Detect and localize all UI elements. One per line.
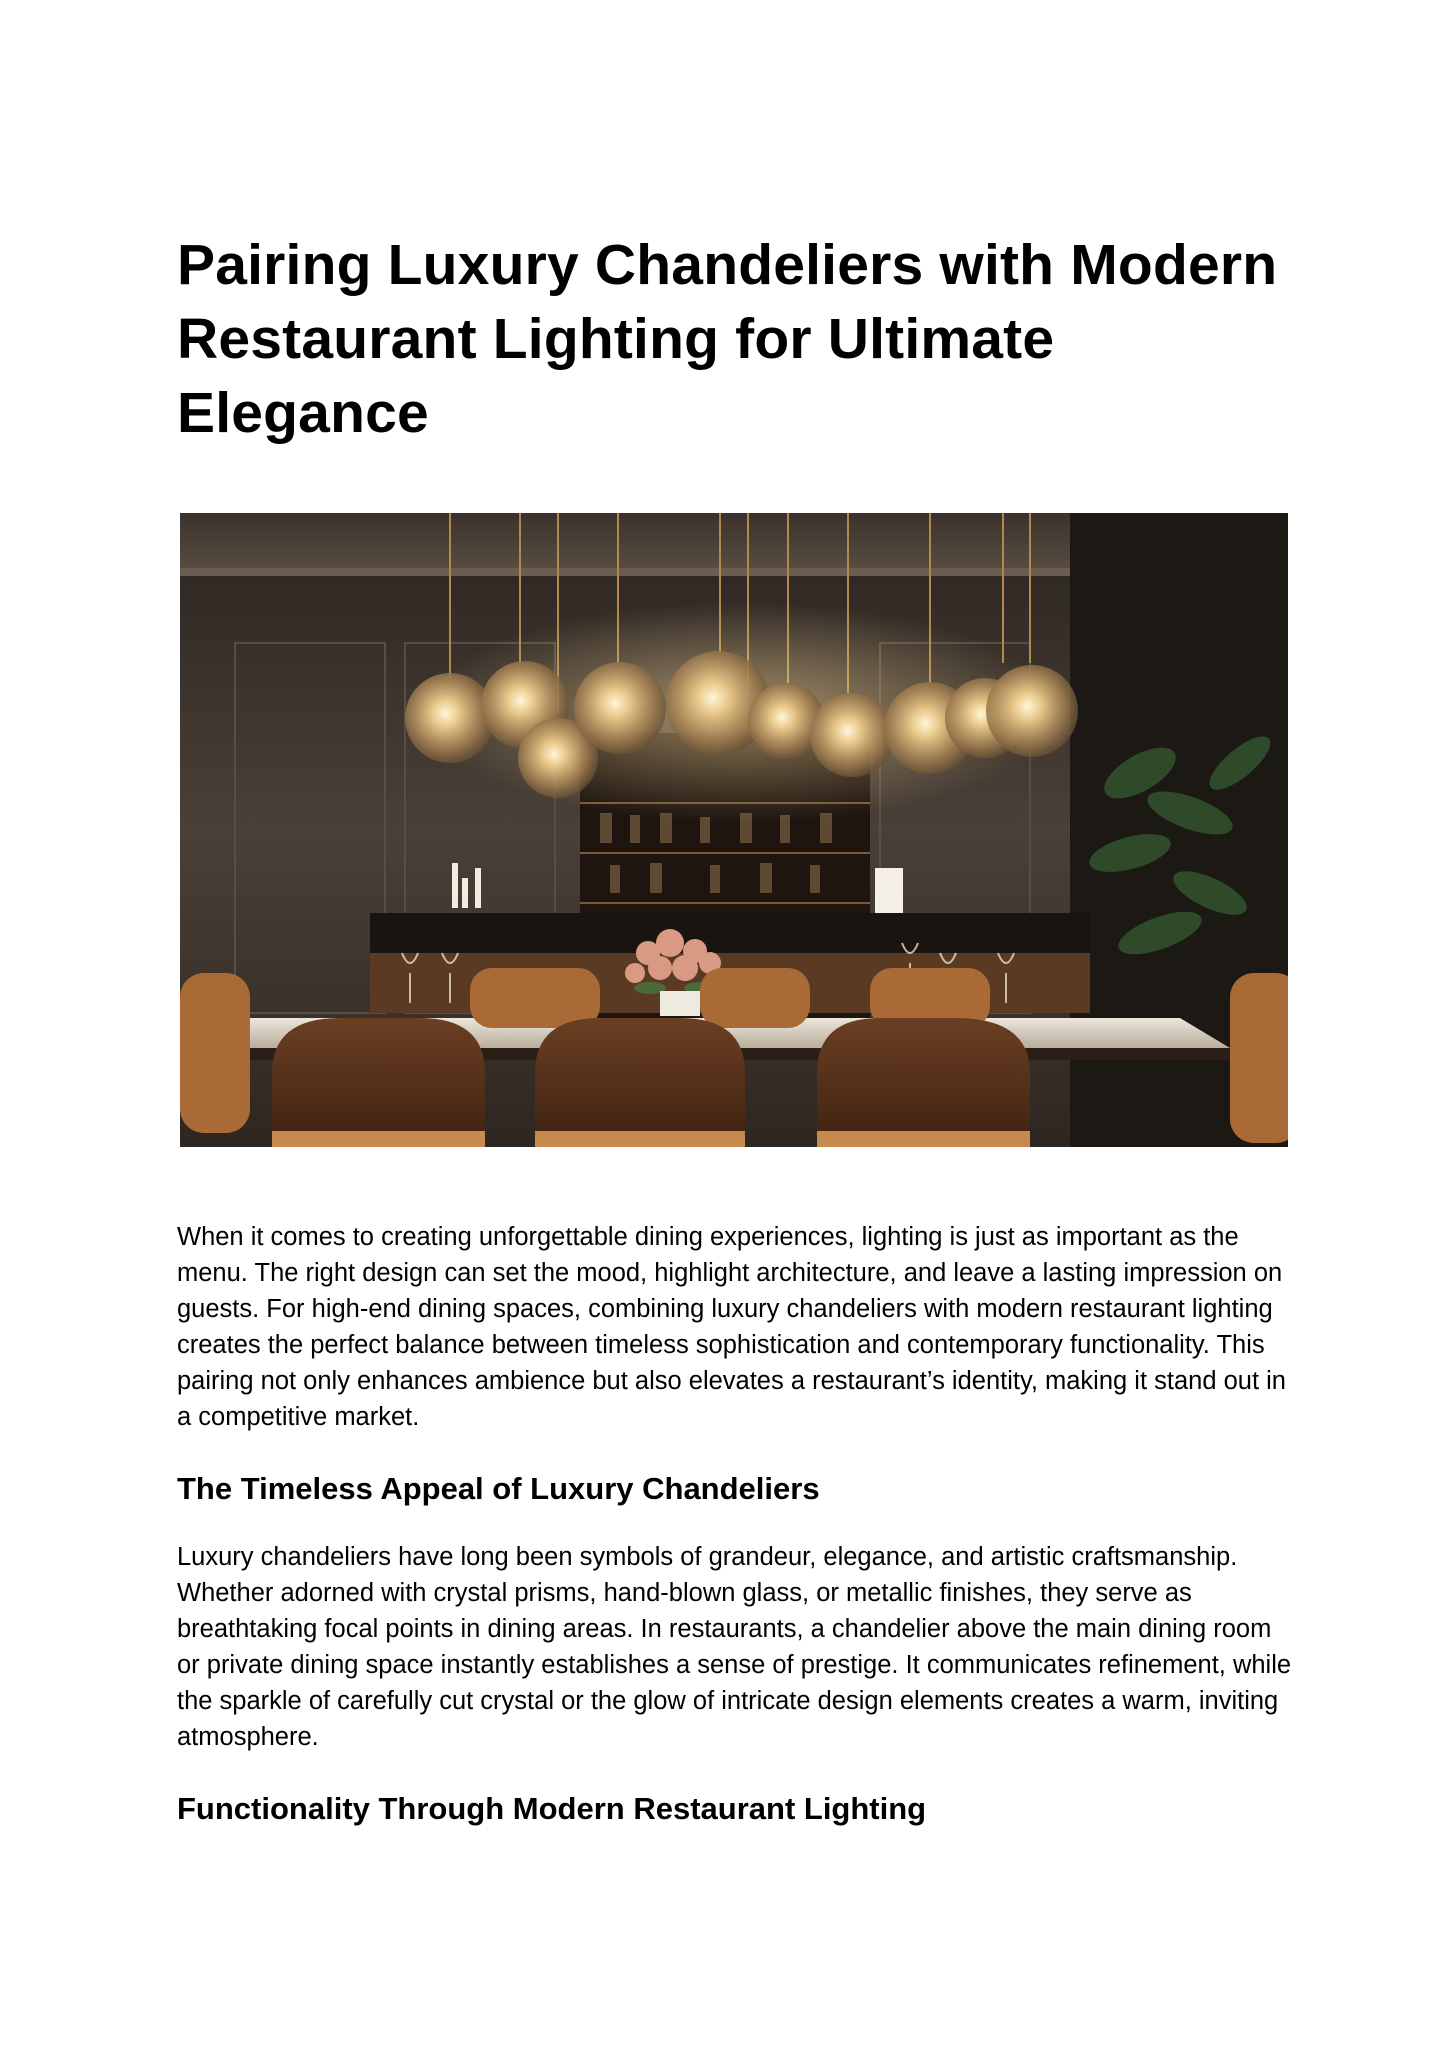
article-title: Pairing Luxury Chandeliers with Modern Restaurant Lighting for Ultimate Elegance (177, 233, 1278, 445)
section-heading-luxury-chandeliers: The Timeless Appeal of Luxury Chandeliers (177, 1471, 820, 1506)
section-heading-modern-lighting: Functionality Through Modern Restaurant Lighting (177, 1791, 927, 1826)
intro-paragraph: When it comes to creating unforgettable dining experiences, lighting is just as important as the menu. The right design can set the mood, highlight architecture, and leave a lasting impression on guests. For high-end dining spaces, combining luxury chandeliers with modern restaurant lighting creates the perfect balance between timeless sophistication and contemporary functionality. This pairing not only enhances ambience but also elevates a restaurant’s identity, making it stand out in a competitive market. (177, 1223, 1286, 1431)
section-paragraph-luxury-chandeliers: Luxury chandeliers have long been symbols of grandeur, elegance, and artistic craftsmanship. Whether adorned with crystal prisms, hand-blown glass, or metallic finishes, they serve as breathtaking focal points in dining areas. In restaurants, a chandelier above the main dining room or private dining space instantly establishes a sense of prestige. It communicates refinement, while the sparkle of carefully cut crystal or the glow of intricate design elements creates a warm, inviting atmosphere. (177, 1543, 1292, 1751)
hero-image-restaurant-chandeliers (180, 513, 1288, 1147)
